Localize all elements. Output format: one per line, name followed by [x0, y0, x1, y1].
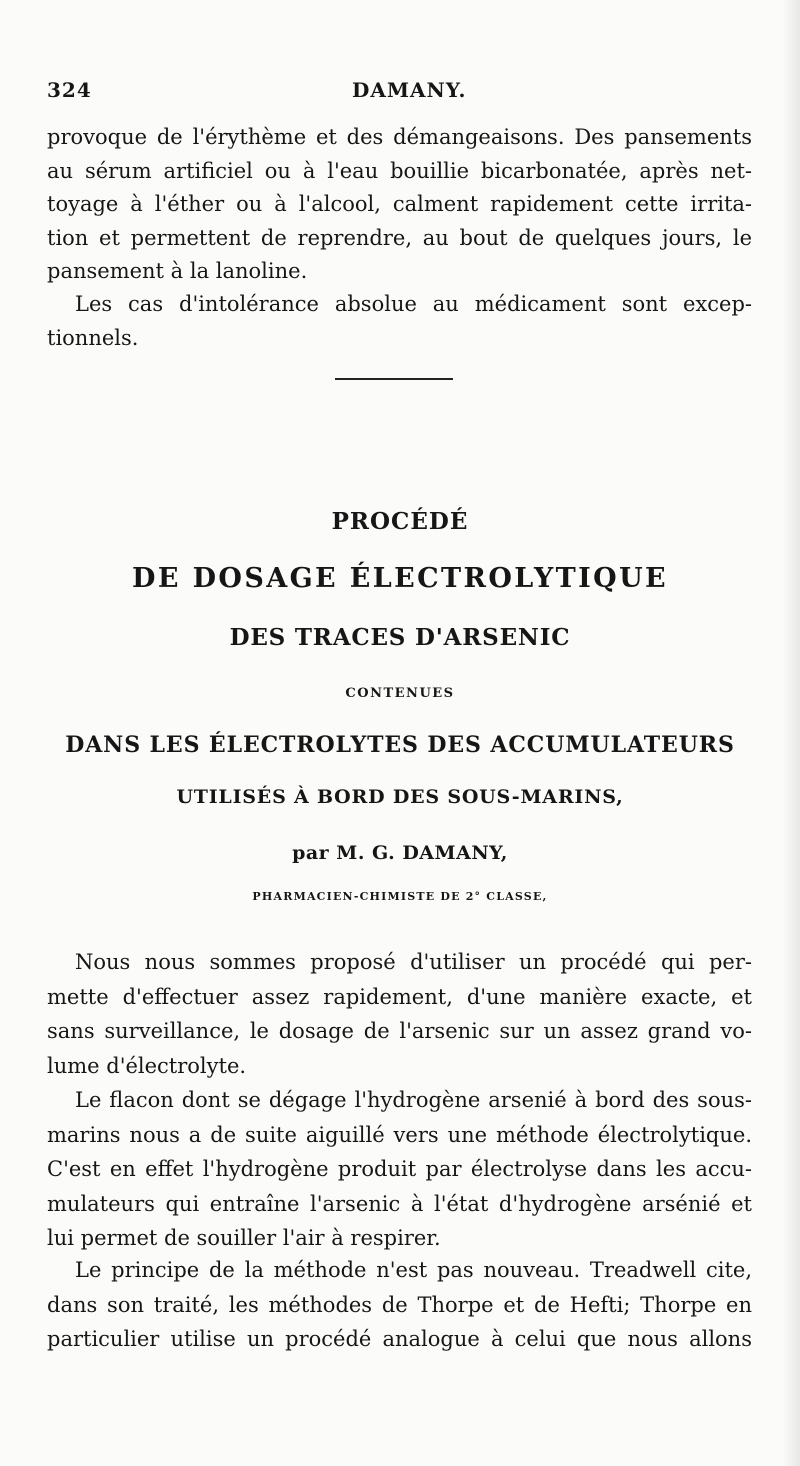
article-title-line-3: DES TRACES D'ARSENIC	[229, 624, 571, 651]
running-title: DAMANY.	[352, 78, 467, 102]
text-line: C'est en effet l'hydrogène produit par électrolyse dans les accu-	[47, 1157, 752, 1181]
body-paragraph-1	[47, 945, 752, 1083]
text-line: mulateurs qui entraîne l'arsenic à l'état d'hydrogène arsénié et	[47, 1191, 752, 1216]
article-title-line-4: CONTENUES	[345, 686, 455, 701]
intro-paragraph-2	[47, 288, 752, 355]
intro-paragraph-1	[47, 121, 752, 289]
text-line: provoque de l'érythème et des démangeaisons. Des pansements	[47, 125, 752, 149]
text-line: toyage à l'éther ou à l'alcool, calment rapidement cette irrita-	[47, 192, 752, 216]
text-line: Les cas d'intolérance absolue au médicament sont excep-	[75, 292, 752, 316]
article-author: par M. G. DAMANY,	[292, 842, 508, 864]
article-title-line-2: DE DOSAGE ÉLECTROLYTIQUE	[132, 563, 668, 594]
text-line: mette d'effectuer assez rapidement, d'une manière exacte, et	[47, 984, 752, 1009]
text-line: tionnels.	[47, 325, 139, 350]
text-line: Nous nous sommes proposé d'utiliser un procédé qui per-	[75, 950, 752, 974]
text-line: marins nous a de suite aiguillé vers une méthode électrolytique.	[47, 1122, 752, 1147]
page-number: 324	[47, 78, 92, 102]
body-paragraph-3	[47, 1253, 752, 1357]
article-title-line-5: DANS LES ÉLECTROLYTES DES ACCUMULATEURS	[65, 732, 735, 758]
text-line: dans son traité, les méthodes de Thorpe et de Hefti; Thorpe en	[47, 1292, 752, 1317]
text-line: lui permet de souiller l'air à respirer.	[47, 1226, 441, 1250]
text-line: Le principe de la méthode n'est pas nouveau. Treadwell cite,	[75, 1258, 752, 1282]
text-line: particulier utilise un procédé analogue à celui que nous allons	[47, 1327, 752, 1351]
article-title-line-1: PROCÉDÉ	[331, 508, 469, 535]
text-line: lume d'électrolyte.	[47, 1053, 247, 1078]
section-divider	[335, 378, 453, 380]
text-line: au sérum artificiel ou à l'eau bouillie bicarbonatée, après net-	[47, 158, 752, 183]
text-line: tion et permettent de reprendre, au bout de quelques jours, le	[47, 225, 752, 250]
running-head	[47, 78, 752, 108]
text-line: sans surveillance, le dosage de l'arsenic sur un assez grand vo-	[47, 1019, 752, 1043]
article-author-title: PHARMACIEN-CHIMISTE DE 2° CLASSE,	[252, 890, 548, 903]
text-line: Le flacon dont se dégage l'hydrogène arsenié à bord des sous-	[75, 1088, 752, 1112]
article-title-line-6: UTILISÉS À BORD DES SOUS-MARINS,	[176, 786, 624, 808]
body-paragraph-2	[47, 1083, 752, 1256]
text-line: pansement à la lanoline.	[47, 259, 308, 283]
